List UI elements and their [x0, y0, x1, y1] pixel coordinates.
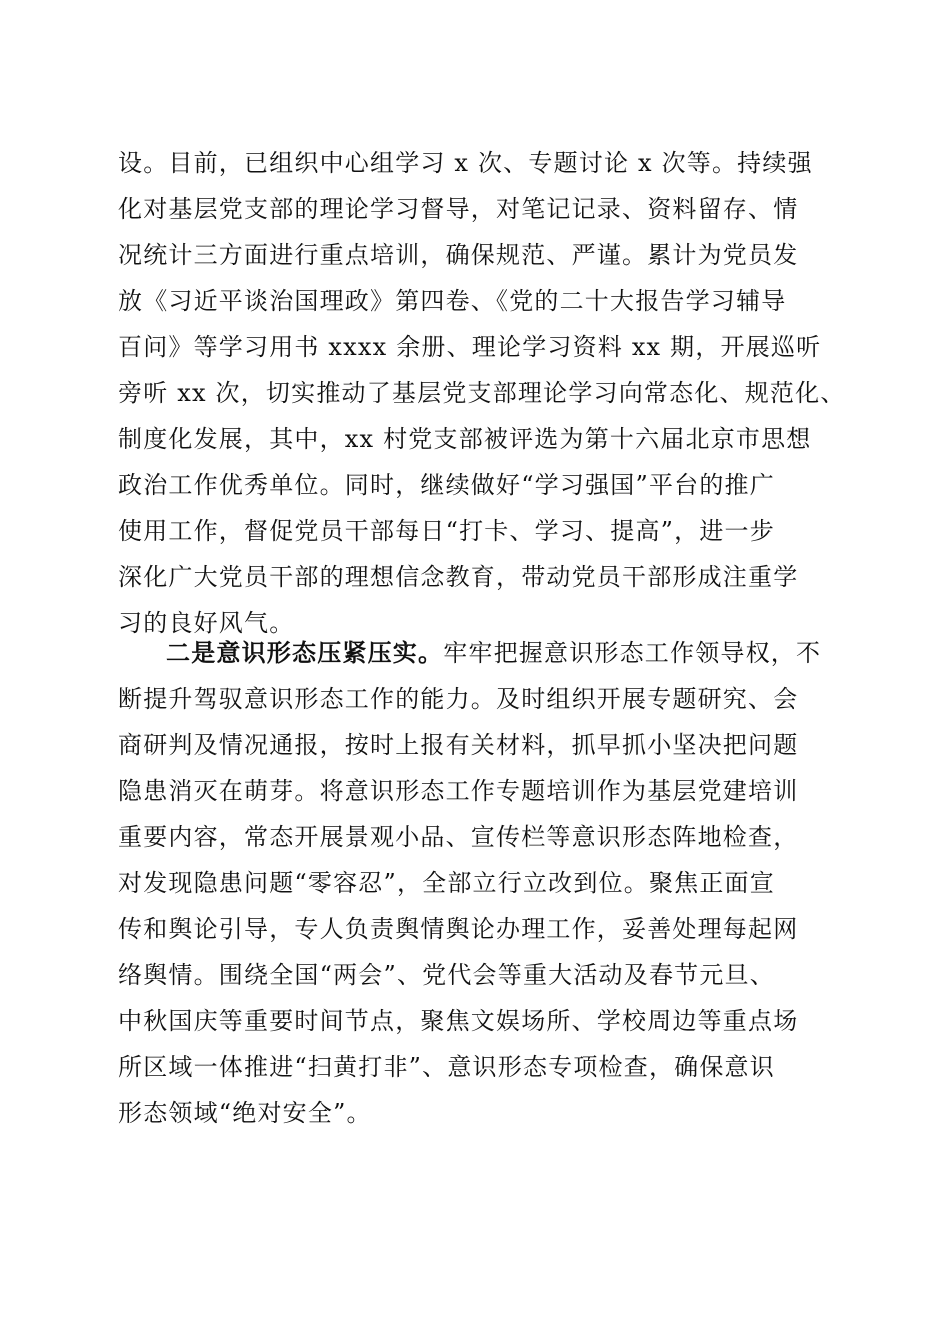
paragraph-line: 断提升驾驭意识形态工作的能力。及时组织开展专题研究、会 — [118, 685, 799, 713]
paragraph-line: 所区域一体推进“扫黄打非”、意识形态专项检查，确保意识 — [118, 1053, 775, 1081]
paragraph-line: 络舆情。围绕全国“两会”、党代会等重大活动及春节元旦、 — [118, 961, 775, 989]
paragraph-line: 制度化发展，其中，xx 村党支部被评选为第十六届北京市思想 — [118, 425, 812, 453]
paragraph-line: 对发现隐患问题“零容忍”，全部立行立改到位。聚焦正面宣 — [118, 869, 775, 897]
paragraph-line: 化对基层党支部的理论学习督导，对笔记记录、资料留存、情 — [118, 195, 799, 223]
paragraph-line: 放《习近平谈治国理政》第四卷、《党的二十大报告学习辅导 — [118, 287, 787, 315]
paragraph-line: 政治工作优秀单位。同时，继续做好“学习强国”平台的推广 — [118, 471, 775, 499]
section-heading: 二是意识形态压紧压实。 — [166, 638, 444, 667]
paragraph-line: 中秋国庆等重要时间节点，聚焦文娱场所、学校周边等重点场 — [118, 1007, 799, 1035]
paragraph-line: 况统计三方面进行重点培训，确保规范、严谨。累计为党员发 — [118, 241, 799, 269]
paragraph-line: 百问》等学习用书 xxxx 余册、理论学习资料 xx 期，开展巡听 — [118, 333, 822, 361]
paragraph-line: 设。目前，已组织中心组学习 x 次、专题讨论 x 次等。持续强 — [118, 149, 813, 177]
paragraph-line: 隐患消灭在萌芽。将意识形态工作专题培训作为基层党建培训 — [118, 777, 799, 805]
paragraph-line: 重要内容，常态开展景观小品、宣传栏等意识形态阵地检查， — [118, 823, 799, 851]
paragraph-line: 使用工作，督促党员干部每日“打卡、学习、提高”，进一步 — [118, 517, 775, 545]
paragraph-line: 形态领域“绝对安全”。 — [118, 1099, 372, 1127]
paragraph-line: 习的良好风气。 — [118, 609, 295, 637]
paragraph-line: 旁听 xx 次，切实推动了基层党支部理论学习向常态化、规范化、 — [118, 379, 846, 407]
paragraph-line: 传和舆论引导，专人负责舆情舆论办理工作，妥善处理每起网 — [118, 915, 799, 943]
paragraph-ideology-work — [118, 630, 858, 1136]
paragraph-theory-study — [118, 140, 858, 646]
paragraph-line: 深化广大党员干部的理想信念教育，带动党员干部形成注重学 — [118, 563, 799, 591]
paragraph-first-line — [118, 630, 858, 676]
paragraph-line-rest: 牢牢把握意识形态工作领导权，不 — [443, 639, 822, 667]
paragraph-line: 商研判及情况通报，按时上报有关材料，抓早抓小坚决把问题 — [118, 731, 799, 759]
